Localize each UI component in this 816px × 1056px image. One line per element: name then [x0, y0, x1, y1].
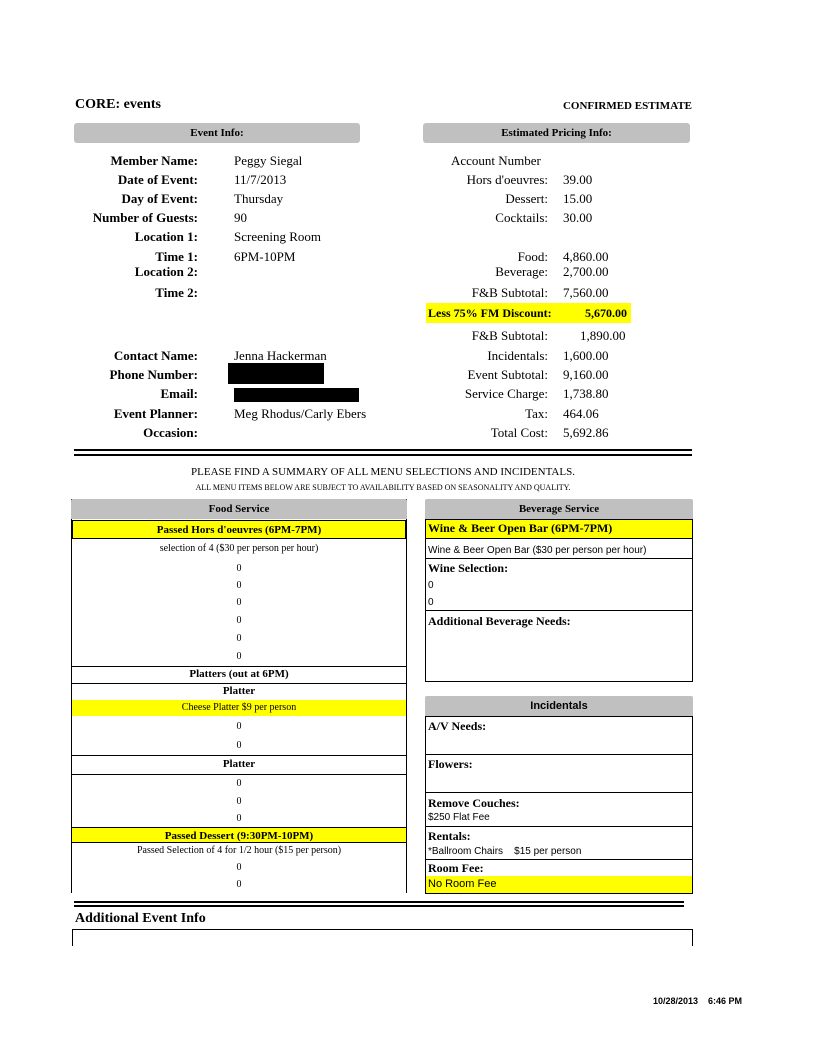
divider	[425, 558, 693, 559]
divider	[425, 826, 693, 827]
platter-item: 0	[236, 721, 242, 732]
dessert-rate-value: 15.00	[563, 191, 593, 206]
tax-value: 464.06	[563, 406, 599, 421]
phone-label: Phone Number:	[109, 367, 198, 382]
platter-item: 0	[236, 778, 242, 789]
fb-subtotal-label: F&B Subtotal:	[471, 285, 548, 300]
open-bar-title: Wine & Beer Open Bar (6PM-7PM)	[426, 520, 692, 539]
summary-line2: ALL MENU ITEMS BELOW ARE SUBJECT TO AVAILABILITY BASED ON SEASONALITY AND QUALITY.	[195, 483, 571, 492]
divider	[425, 754, 693, 755]
occasion-label: Occasion:	[143, 425, 198, 440]
email-redaction	[234, 388, 359, 402]
food-label: Food:	[517, 249, 548, 264]
total-cost-value: 5,692.86	[563, 425, 609, 440]
tax-label: Tax:	[525, 406, 548, 421]
discount-highlight	[426, 303, 631, 323]
wine-item: 0	[428, 580, 434, 591]
incidentals-value: 1,600.00	[563, 348, 609, 363]
phone-redaction	[228, 363, 324, 384]
planner-label: Event Planner:	[113, 406, 198, 421]
passed-hors-desc: selection of 4 ($30 per person per hour)	[159, 543, 319, 554]
member-name-value: Peggy Siegal	[234, 153, 303, 168]
total-cost-label: Total Cost:	[490, 425, 548, 440]
event-subtotal-label: Event Subtotal:	[467, 367, 548, 382]
event-info-header: Event Info:	[74, 123, 360, 143]
divider	[71, 755, 407, 756]
additional-info-box	[72, 929, 693, 946]
day-label: Day of Event:	[121, 191, 198, 206]
beverage-value: 2,700.00	[563, 264, 609, 279]
location1-value: Screening Room	[234, 229, 322, 244]
platter-item: 0	[236, 740, 242, 751]
hors-item: 0	[236, 563, 242, 574]
divider	[425, 610, 693, 611]
email-label: Email:	[160, 386, 198, 401]
hors-rate-value: 39.00	[563, 172, 593, 187]
divider	[71, 683, 407, 684]
dessert-item: 0	[236, 879, 242, 890]
date-value: 11/7/2013	[234, 172, 287, 187]
cocktails-rate-value: 30.00	[563, 210, 593, 225]
beverage-label: Beverage:	[495, 264, 548, 279]
guests-value: 90	[234, 210, 247, 225]
hors-item: 0	[236, 651, 242, 662]
hors-rate-label: Hors d'oeuvres:	[466, 172, 548, 187]
fb-subtotal2-value: 1,890.00	[580, 328, 626, 343]
page-title: CORE: events	[75, 97, 161, 112]
time1-value: 6PM-10PM	[234, 249, 296, 264]
av-needs-label: A/V Needs:	[428, 719, 487, 733]
food-service-header: Food Service	[71, 499, 407, 519]
member-name-label: Member Name:	[110, 153, 198, 168]
summary-line1: PLEASE FIND A SUMMARY OF ALL MENU SELECTIONS AND INCIDENTALS.	[191, 466, 575, 478]
separator-line	[74, 454, 692, 456]
time1-label: Time 1:	[155, 249, 198, 264]
cocktails-rate-label: Cocktails:	[495, 210, 548, 225]
room-fee-value: No Room Fee	[426, 876, 692, 893]
day-value: Thursday	[234, 191, 284, 206]
incidentals-header: Incidentals	[425, 696, 693, 716]
rentals-value: *Ballroom Chairs $15 per person	[428, 846, 582, 857]
hors-item: 0	[236, 615, 242, 626]
remove-couches-value: $250 Flat Fee	[428, 812, 490, 823]
hors-item: 0	[236, 633, 242, 644]
dessert-desc: Passed Selection of 4 for 1/2 hour ($15 per person)	[136, 845, 342, 856]
food-value: 4,860.00	[563, 249, 609, 264]
account-number-label: Account Number	[451, 153, 541, 168]
location2-label: Location 2:	[134, 264, 198, 279]
platter1-desc: Cheese Platter $9 per person	[72, 700, 406, 716]
discount-label: Less 75% FM Discount:	[428, 306, 552, 320]
divider	[425, 859, 693, 860]
date-label: Date of Event:	[117, 172, 198, 187]
separator-line	[74, 901, 684, 903]
pricing-info-header: Estimated Pricing Info:	[423, 123, 690, 143]
wine-selection-label: Wine Selection:	[428, 561, 509, 575]
platter-item: 0	[236, 813, 242, 824]
contact-name-value: Jenna Hackerman	[234, 348, 327, 363]
open-bar-desc: Wine & Beer Open Bar ($30 per person per hour)	[428, 545, 647, 556]
fb-subtotal-value: 7,560.00	[563, 285, 609, 300]
hors-item: 0	[236, 580, 242, 591]
divider	[71, 774, 407, 775]
dessert-item: 0	[236, 862, 242, 873]
service-charge-label: Service Charge:	[464, 386, 548, 401]
beverage-service-panel	[425, 519, 693, 682]
flowers-label: Flowers:	[428, 757, 473, 771]
wine-item: 0	[428, 597, 434, 608]
divider	[71, 666, 407, 667]
passed-hors-title: Passed Hors d'oeuvres (6PM-7PM)	[72, 520, 406, 539]
guests-label: Number of Guests:	[92, 210, 198, 225]
additional-info-title: Additional Event Info	[75, 911, 206, 926]
fb-subtotal2-label: F&B Subtotal:	[471, 328, 548, 343]
separator-line	[74, 449, 692, 451]
platter2-title: Platter	[222, 758, 256, 770]
beverage-service-header: Beverage Service	[425, 499, 693, 519]
status-label: CONFIRMED ESTIMATE	[562, 100, 692, 112]
contact-name-label: Contact Name:	[113, 348, 198, 363]
hors-item: 0	[236, 597, 242, 608]
time2-label: Time 2:	[155, 285, 198, 300]
footer-timestamp: 10/28/2013 6:46 PM	[652, 996, 742, 1006]
platter1-title: Platter	[222, 685, 256, 697]
platter-item: 0	[236, 796, 242, 807]
platters-title: Platters (out at 6PM)	[189, 668, 289, 680]
planner-value: Meg Rhodus/Carly Ebers	[234, 406, 367, 421]
dessert-rate-label: Dessert:	[505, 191, 548, 206]
discount-value: 5,670.00	[585, 306, 627, 320]
incidentals-label: Incidentals:	[487, 348, 548, 363]
service-charge-value: 1,738.80	[563, 386, 609, 401]
event-subtotal-value: 9,160.00	[563, 367, 609, 382]
location1-label: Location 1:	[134, 229, 198, 244]
separator-line	[74, 905, 684, 907]
room-fee-label: Room Fee:	[428, 861, 484, 875]
remove-couches-label: Remove Couches:	[428, 796, 520, 810]
divider	[425, 792, 693, 793]
rentals-label: Rentals:	[428, 829, 471, 843]
additional-beverage-label: Additional Beverage Needs:	[428, 614, 571, 628]
dessert-title: Passed Dessert (9:30PM-10PM)	[72, 827, 406, 843]
